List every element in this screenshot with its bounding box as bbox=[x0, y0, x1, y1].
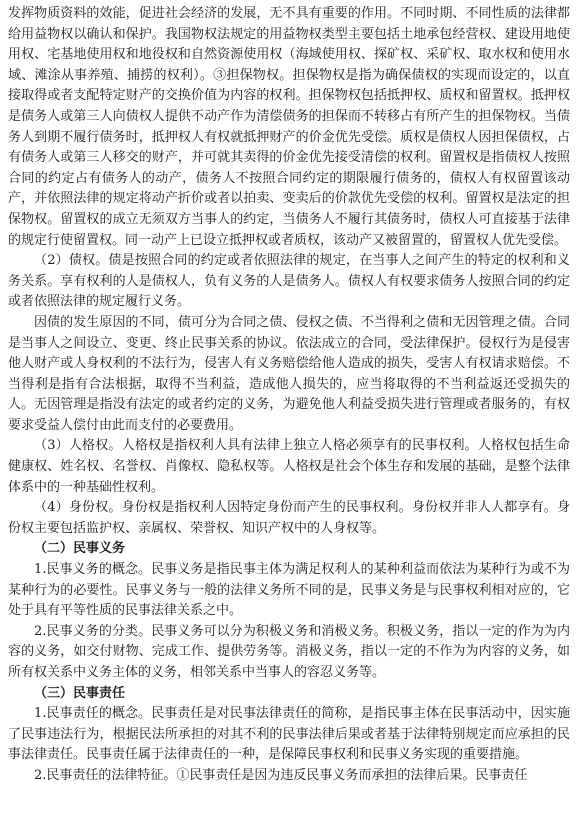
section-heading-civil-liability: （三）民事责任 bbox=[34, 685, 126, 701]
paragraph-obligation-classification: 2.民事义务的分类。民事义务可以分为积极义务和消极义务。积极义务，指以一定的作为为内容的义务，如交付财物、完成工作、提供劳务等。消极义务，指以一定的不作为为内容的义务，如所有权关系中义务主体的义务，相邻关系中当事人的容忍义务等。 bbox=[8, 623, 570, 680]
paragraph-debt-types: 因债的发生原因的不同，债可分为合同之债、侵权之债、不当得利之债和无因管理之债。合同是当事人之间设立、变更、终止民事关系的协议。依法成立的合同，受法律保护。侵权行为是侵害他人财产或人身权利的不法行为，侵害人有义务赔偿给他人造成的损失，受害人有权请求赔偿。不当得利是指有合法根据，取得不当利益，造成他人损失的，应当将取得的不当利益返还受损失的人。无因管理是指没有法定的或者约定的义务，为避免他人利益受损失进行管理或者服务的，有权要求受益人偿付由此而支付的必要费用。 bbox=[8, 314, 570, 433]
paragraph-personality-rights: （3）人格权。人格权是指权利人具有法律上独立人格必须享有的民事权利。人格权包括生命健康权、姓名权、名誉权、肖像权、隐私权等。人格权是社会个体生存和发展的基础，是整个法律体系中的一种基础性权利。 bbox=[8, 438, 570, 495]
paragraph-status-rights: （4）身份权。身份权是指权利人因特定身份而产生的民事权利。身份权并非人人都享有。身份权主要包括监护权、亲属权、荣誉权、知识产权中的人身权等。 bbox=[8, 500, 570, 536]
paragraph-creditor-rights: （2）债权。债是按照合同的约定或者依照法律的规定，在当事人之间产生的特定的权利和义务关系。享有权利的人是债权人，负有义务的人是债务人。债权人有权要求债务人按照合同的约定或者依照法律的规定履行义务。 bbox=[8, 253, 570, 310]
paragraph-liability-features: 2.民事责任的法律特征。①民事责任是因为违反民事义务而承担的法律后果。民事责任 bbox=[34, 767, 528, 783]
paragraph-obligation-concept: 1.民事义务的概念。民事义务是指民事主体为满足权利人的某种利益而依法为某种行为或不为某种行为的必要性。民事义务与一般的法律义务所不同的是，民事义务是与民事权利相对应的，它处于具有平等性质的民事法律关系之中。 bbox=[8, 562, 570, 619]
paragraph-security-rights: 发挥物质资料的效能，促进社会经济的发展，无不具有重要的作用。不同时期、不同性质的法律都给用益物权以确认和保护。我国物权法规定的用益物权类型主要包括土地承包经营权、建设用地使用权、宅基地使用权和地役权和自然资源使用权（海域使用权、探矿权、采矿权、取水权和使用水域、滩涂从事养殖、捕捞的权利）。③担保物权。担保物权是指为确保债权的实现而设定的，以直接取得或者支配特定财产的交换价值为内容的权利。担保物权包括抵押权、质权和留置权。抵押权是债务人或第三人向债权人提供不动产作为清偿债务的担保而不转移占有所产生的担保物权。当债务人到期不履行债务时，抵押权人有权就抵押财产的价金优先受偿。质权是债权人因担保债权，占有债务人或第三人移交的财产，并可就其卖得的价金优先接受清偿的权利。留置权是指债权人按照合同的约定占有债务人的动产，债务人不按照合同约定的期限履行债务的，债权人有权留置该动产，并依照法律的规定将动产折价或者以拍卖、变卖后的价款优先受偿的权利。留置权是法定的担保物权。留置权的成立无须双方当事人的约定，当债务人不履行其债务时，债权人可直接基于法律的规定行使留置权。同一动产上已设立抵押权或者质权，该动产又被留置的，留置权人优先受偿。 bbox=[8, 6, 570, 248]
section-heading-civil-obligations: （二）民事义务 bbox=[34, 541, 126, 557]
paragraph-liability-concept: 1.民事责任的概念。民事责任是对民事法律责任的简称，是指民事主体在民事活动中，因实施了民事违法行为，根据民法所承担的对其不利的民事法律后果或者基于法律特别规定而应承担的民事法律责任。民事责任属于法律责任的一种，是保障民事权利和民事义务实现的重要措施。 bbox=[8, 706, 570, 763]
